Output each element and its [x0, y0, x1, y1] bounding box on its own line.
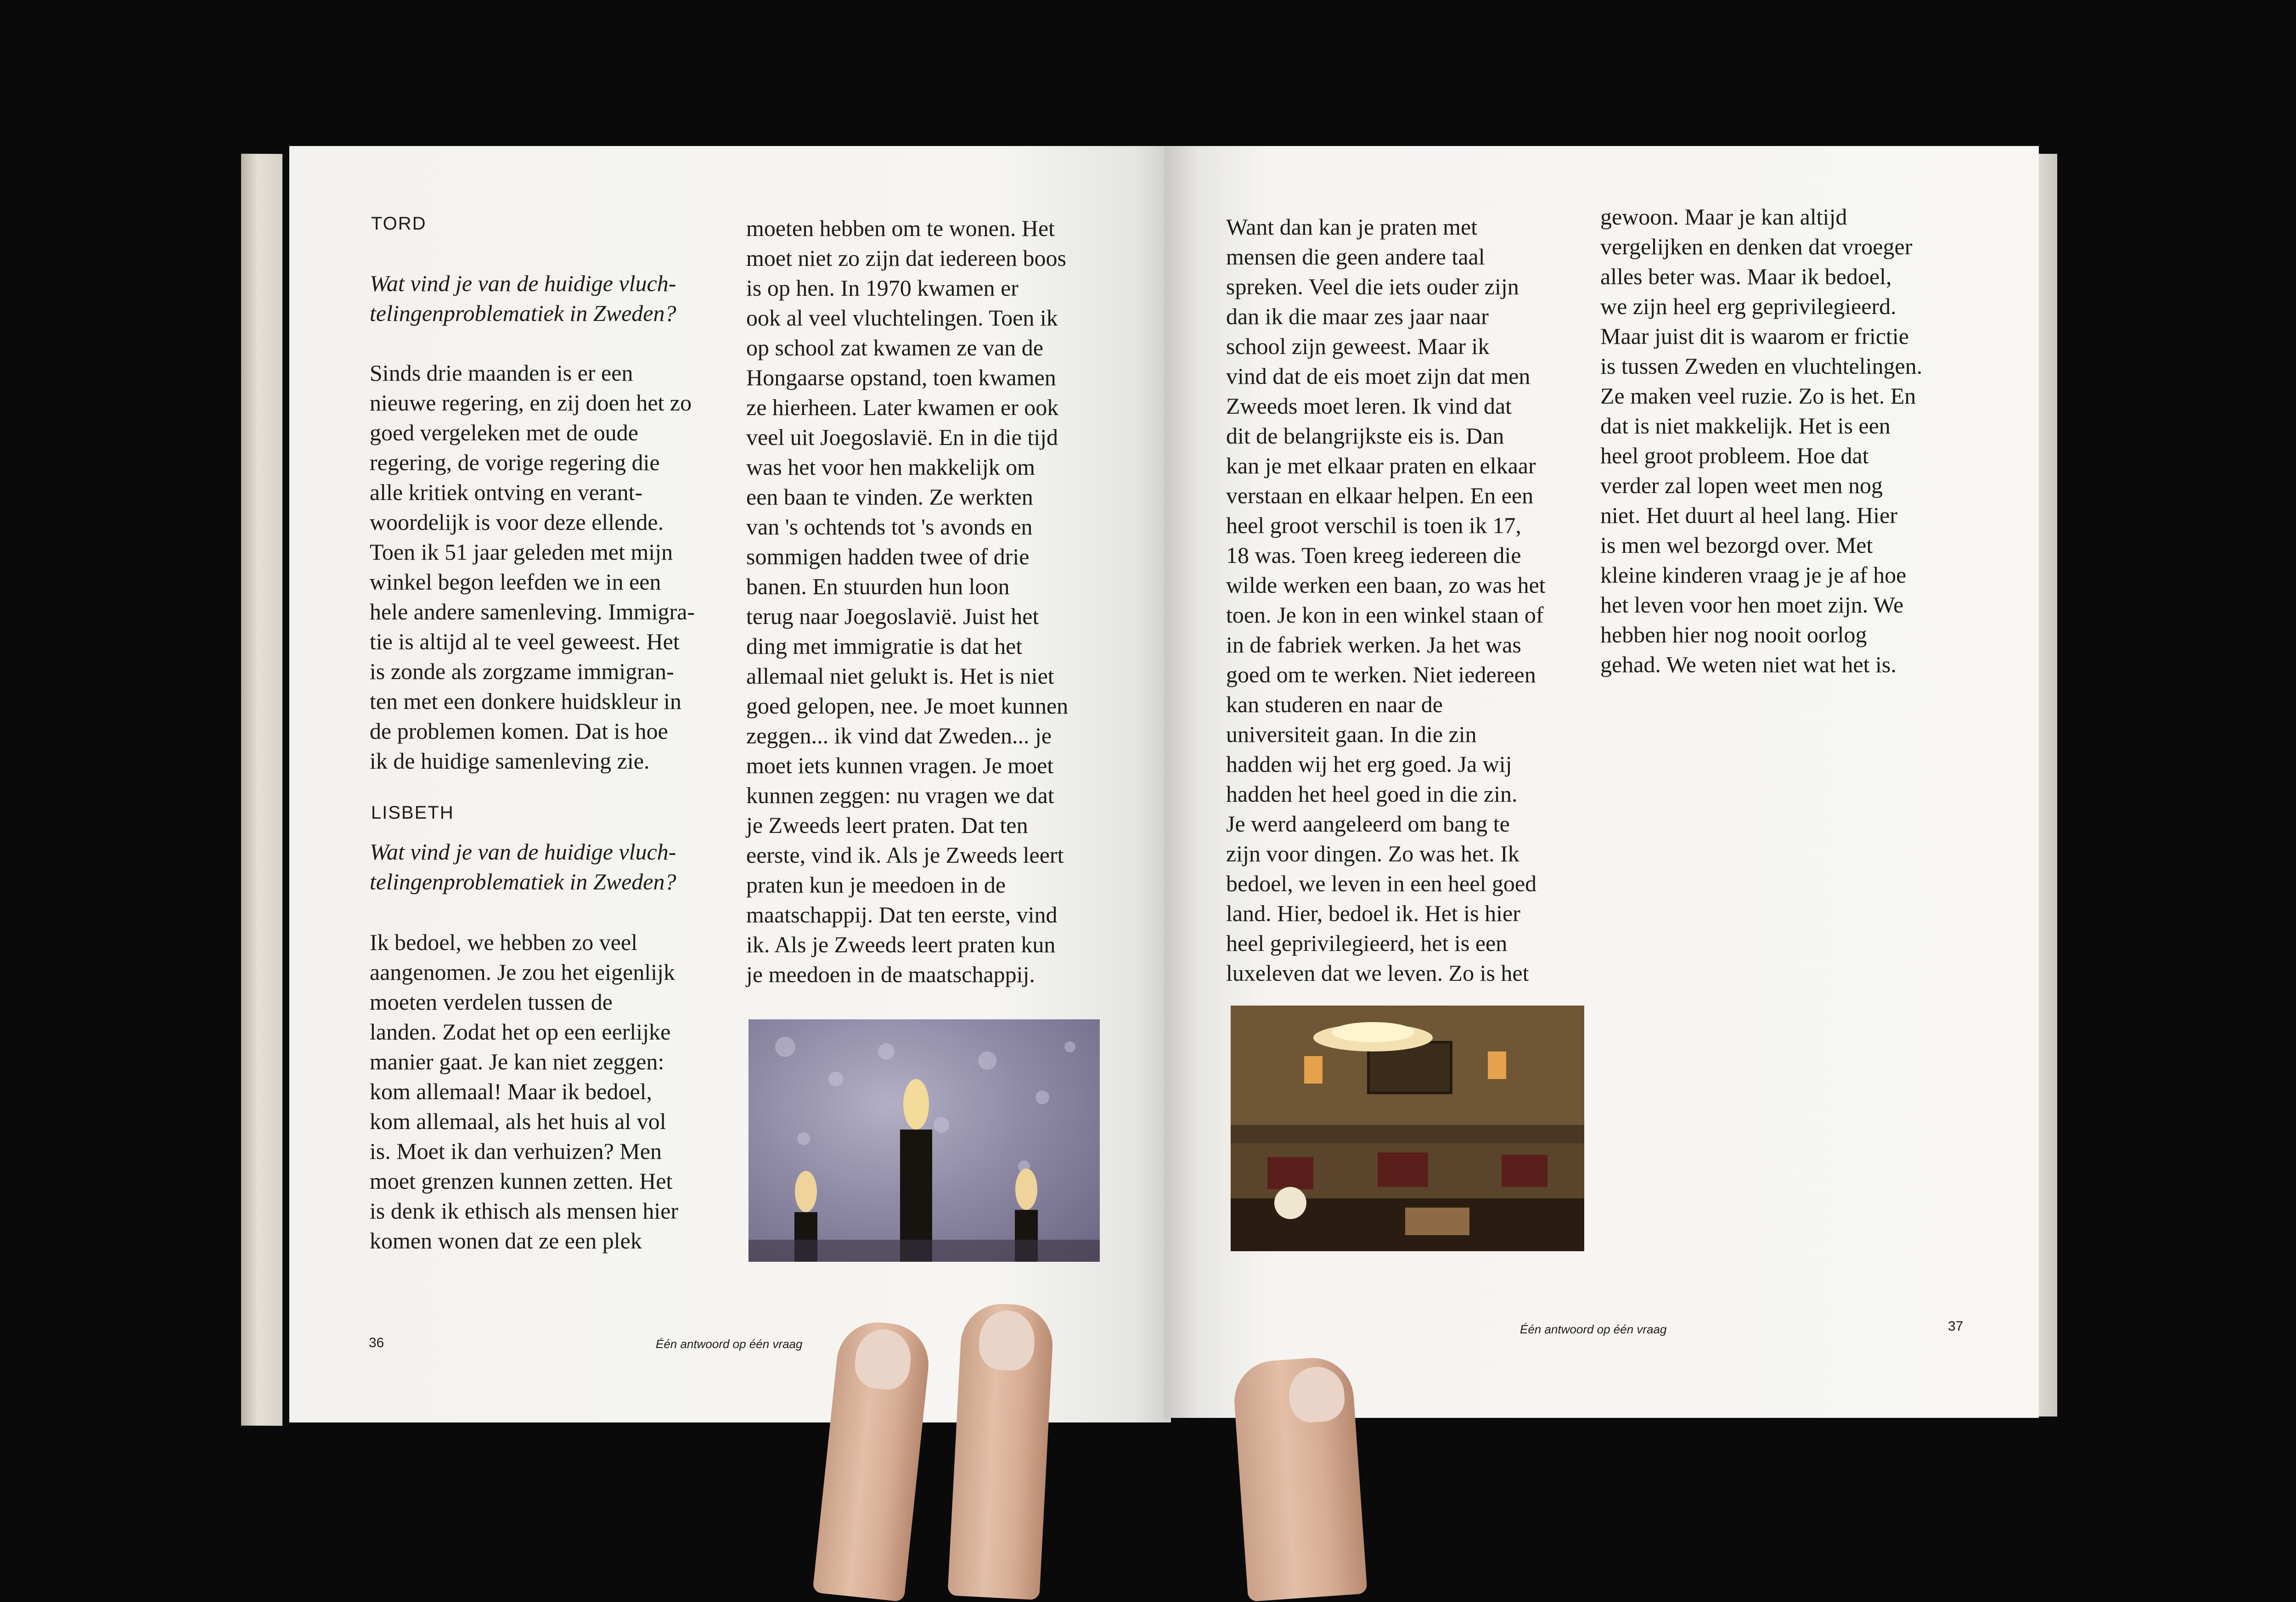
heading-tord: TORD [371, 214, 427, 234]
question-tord: Wat vind je van de huidige vluch- telingenproblematiek in Zweden? [370, 270, 676, 326]
finger-middle [947, 1302, 1054, 1600]
answer-lisbeth: Ik bedoel, we hebben zo veel aangenomen. Je zou het eigenlijk moeten verdelen tussen de landen. Zodat het op een eerlijke manier gaat. Je kan niet zeggen: kom allemaal! Maar ik bedoel, kom allemaal, als het huis al vol is. Moet ik dan verhuizen? Men moet grenzen kunnen zetten. Het is denk ik ethisch als mensen hier komen wonen dat ze een plek [370, 929, 679, 1253]
right-column-1: Want dan kan je praten met mensen die geen andere taal spreken. Veel die iets ouder zijn dan ik die maar zes jaar naar school zijn geweest. Maar ik vind dat de eis moet zijn dat men Zweeds moet leren. Ik vind dat dit de belangrijkste eis is. Dan kan je met elkaar praten en elkaar verstaan en elkaar helpen. En een heel groot verschil is toen ik 17, 18 was. Toen kreeg iedereen die wilde werken een baan, zo was het toen. Je kon in een winkel staan of in de fabriek werken. Ja het was goed om te werken. Niet iedereen kan studeren en naar de universiteit gaan. In die zin hadden wij het erg goed. Ja wij hadden het heel goed in die zin. Je werd aangeleerd om bang te zijn voor dingen. Zo was het. Ik bedoel, we leven in een heel goed land. Hier, bedoel ik. Het is hier heel geprivilegieerd, het is een luxeleven dat we leven. Zo is het [1226, 214, 1546, 986]
room-photo [1231, 1006, 1584, 1251]
room-illustration [1231, 1006, 1584, 1251]
question-lisbeth: Wat vind je van de huidige vluch- telingenproblematiek in Zweden? [370, 839, 676, 894]
heading-lisbeth: LISBETH [371, 803, 454, 823]
fingernail-index [853, 1327, 914, 1392]
answer-tord: Sinds drie maanden is er een nieuwe regering, en zij doen het zo goed vergeleken met de oude regering, de vorige regering die alle kritiek ontving en verant- woordelijk is voor deze ellende. Toen ik 51 jaar geleden met mijn winkel begon leefden we in een hele andere samenleving. Immigra- tie is altijd al te veel geweest. Het is zonde als zorgzame immigran- ten met een donkere huidskleur in de problemen komen. Dat is hoe ik de huidige samenleving zie. [370, 360, 695, 774]
page-number-right: 37 [1948, 1319, 1964, 1334]
fingernail-middle [978, 1309, 1036, 1372]
page-number-left: 36 [369, 1335, 384, 1350]
running-head-right: Één antwoord op één vraag [1520, 1322, 1667, 1336]
running-head-left: Één antwoord op één vraag [656, 1337, 803, 1351]
candles-photo [748, 1019, 1100, 1262]
thumbnail [1287, 1365, 1346, 1424]
thumb [1232, 1355, 1367, 1602]
book-edge-left [241, 154, 282, 1426]
left-column-2: moeten hebben om te wonen. Het moet niet zo zijn dat iedereen boos is op hen. In 1970 kwamen er ook al veel vluchtelingen. Toen ik op school zat kwamen ze van de Hongaarse opstand, toen kwamen ze hierheen. Later kwamen er ook veel uit Joegoslavië. En in die tijd was het voor hen makkelijk om een baan te vinden. Ze werkten van 's ochtends tot 's avonds en sommigen hadden twee of drie banen. En stuurden hun loon terug naar Joegoslavië. Juist het ding met immigratie is dat het allemaal niet gelukt is. Het is niet goed gelopen, nee. Je moet kunnen zeggen... ik vind dat Zweden... je moet iets kunnen vragen. Je moet kunnen zeggen: nu vragen we dat je Zweeds leert praten. Dat ten eerste, vind ik. Als je Zweeds leert praten kun je meedoen in de maatschappij. Dat ten eerste, vind ik. Als je Zweeds leert praten kun je meedoen in de maatschappij. [746, 215, 1069, 987]
candles-illustration [748, 1019, 1100, 1262]
right-column-2: gewoon. Maar je kan altijd vergelijken en denken dat vroeger alles beter was. Maar ik bedoel, we zijn heel erg geprivilegieerd. Maar juist dit is waarom er frictie is tussen Zweden en vluchtelingen. Ze maken veel ruzie. Zo is het. En dat is niet makkelijk. Het is een heel groot probleem. Hoe dat verder zal lopen weet men nog niet. Het duurt al heel lang. Hier is men wel bezorgd over. Met kleine kinderen vraag je je af hoe het leven voor hen moet zijn. We hebben hier nog nooit oorlog gehad. We weten niet wat het is. [1600, 204, 1923, 677]
